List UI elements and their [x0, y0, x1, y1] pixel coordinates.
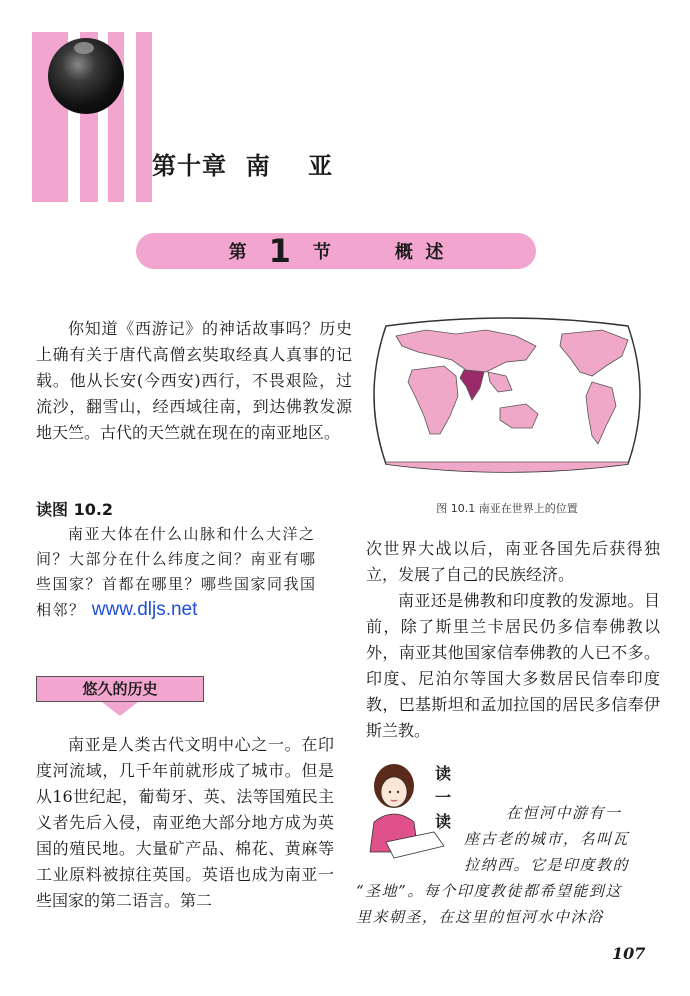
down-arrow-icon: [102, 702, 138, 716]
figure-caption: 图 10.1 南亚在世界上的位置: [436, 502, 578, 515]
section-name: 概 述: [394, 242, 444, 263]
chapter-title: 第十章 南 亚: [152, 152, 334, 180]
read-map-heading: 读图 10.2: [36, 500, 114, 519]
history-paragraph: 南亚是人类古代文明中心之一。在印度河流域，几千年前就形成了城市。但是从16世纪起，葡萄牙、英、法等国殖民主义者先后入侵，南亚绝大部分地方成为英国的殖民地。大量矿产品、棉花、黄麻等工业原料被掠往英国。英语也成为南亚一些国家的第二语言。第二: [36, 735, 334, 910]
history-heading: 悠久的历史: [82, 680, 158, 698]
globe-icon: [48, 38, 124, 114]
read-box-label: 读 一 读: [434, 764, 451, 831]
header-decor-bar: [136, 32, 152, 202]
intro-paragraph: 你知道《西游记》的神话故事吗？历史上确有关于唐代高僧玄奘取经真人真事的记载。他从长安(今西安)西行，不畏艰险，过流沙，翻雪山，经西域往南，到达佛教发源地天竺。古代的天竺就在现在的南亚地区。: [36, 319, 352, 442]
religion-paragraph: 南亚还是佛教和印度教的发源地。目前，除了斯里兰卡居民仍多信奉佛教以外，南亚其他国家信奉佛教的人已不多。印度、尼泊尔等国大多数居民信奉印度教，巴基斯坦和孟加拉国的居民多信奉伊斯兰教。: [366, 591, 660, 740]
page-number: 107: [612, 944, 646, 963]
section-suffix: 节: [312, 242, 331, 263]
section-prefix: 第: [228, 242, 247, 263]
read-map-questions: [36, 522, 332, 623]
world-map: [366, 316, 648, 474]
watermark-link: www.dljs.net: [91, 599, 198, 620]
history-heading-box: [36, 676, 204, 702]
section-header: [136, 233, 536, 269]
history-continuation: 次世界大战以后，南亚各国先后获得独立，发展了自己的民族经济。: [366, 539, 660, 584]
world-map-figure: [366, 316, 648, 474]
section-number: 1: [268, 232, 291, 270]
section-title: [136, 233, 536, 269]
read-map-text: 南亚大体在什么山脉和什么大洋之间？大部分在什么纬度之间？南亚有哪些国家？首都在哪里？哪些国家同我国相邻？: [36, 525, 317, 619]
right-column-text: [366, 536, 660, 744]
